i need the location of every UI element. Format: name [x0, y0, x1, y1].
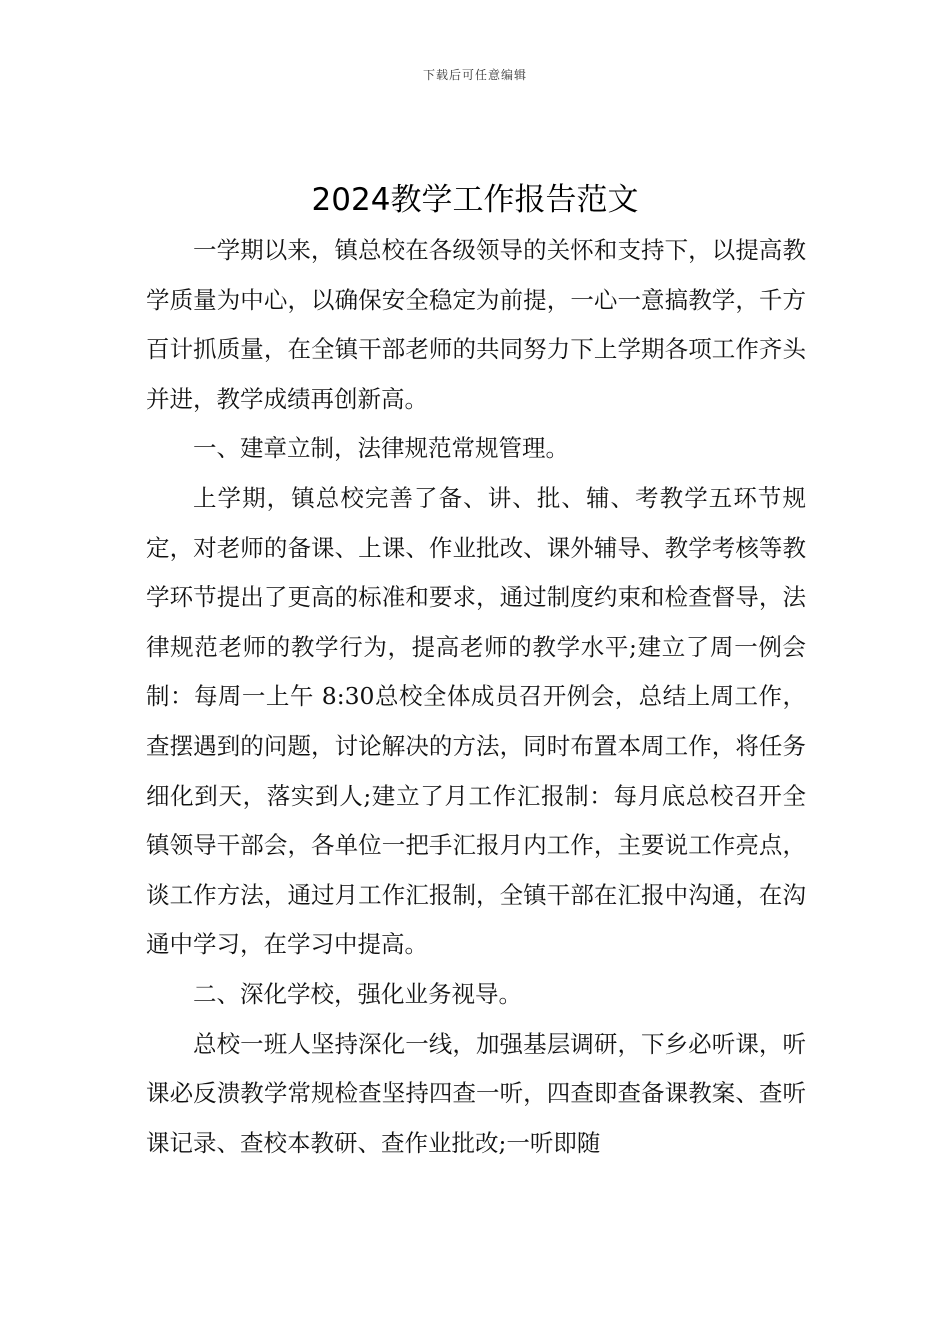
paragraph-intro: 一学期以来，镇总校在各级领导的关怀和支持下，以提高教学质量为中心，以确保安全稳定为前提，一心一意搞教学，千方百计抓质量，在全镇干部老师的共同努力下上学期各项工作齐头并进，教学成绩再创新高。 [146, 236, 806, 413]
section-heading-1: 一、建章立制，法律规范常规管理。 [193, 434, 569, 463]
document-title: 2024教学工作报告范文 [311, 182, 639, 218]
section-heading-2: 二、深化学校，强化业务视导。 [193, 979, 522, 1008]
document-body [146, 226, 806, 1168]
page-header-note: 下载后可任意编辑 [422, 68, 527, 82]
paragraph-section-2: 总校一班人坚持深化一线，加强基层调研，下乡必听课，听课必反溃教学常规检查坚持四查一听，四查即查备课教案、查听课记录、查校本教研、查作业批改;一听即随 [146, 1029, 806, 1157]
paragraph-section-1: 上学期，镇总校完善了备、讲、批、辅、考教学五环节规定，对老师的备课、上课、作业批改、课外辅导、教学考核等教学环节提出了更高的标准和要求，通过制度约束和检查督导，法律规范老师的教学行为，提高老师的教学水平;建立了周一例会制：每周一上午 8:30总校全体成员召开例会，总结上周工作，查摆遇到的问题，讨论解决的方法，同时布置本周工作，将任务细化到天，落实到人;建立了月工作汇报制：每月底总校召开全镇领导干部会，各单位一把手汇报月内工作，主要说工作亮点，谈工作方法，通过月工作汇报制，全镇干部在汇报中沟通，在沟通中学习，在学习中提高。 [146, 483, 806, 959]
